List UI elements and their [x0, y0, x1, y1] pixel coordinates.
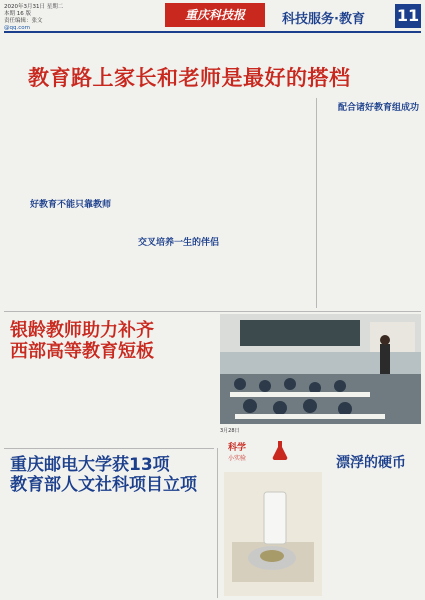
section-divider-2: [4, 448, 214, 449]
section-label: 科技服务·教育: [282, 12, 365, 27]
story2-col1: [10, 366, 110, 426]
subhead-good-education: 好教育不能只靠教师: [30, 200, 112, 210]
header-rule: [4, 31, 421, 33]
column-divider: [316, 98, 317, 308]
story1-col2: [114, 100, 214, 230]
masthead-logo: 重庆科技报: [165, 3, 265, 27]
story1-col2b: [114, 248, 214, 306]
issue-count: 本期 16 版: [4, 11, 31, 17]
photo-caption: 3月28日: [220, 428, 240, 434]
sidebar-title: 配合诸好教育组成功: [338, 103, 420, 113]
experiment-kicker: 科学 小实验: [228, 443, 247, 462]
story2-headline: 银龄教师助力补齐 西部高等教育短板: [10, 320, 154, 362]
header-meta: [4, 4, 63, 32]
classroom-photo: [220, 314, 421, 424]
story3-headline: 重庆邮电大学获13项 教育部人文社科项目立项: [10, 455, 197, 495]
story1-col1: [10, 100, 110, 190]
column-divider-2: [217, 448, 218, 598]
editor-email: @qq.com: [4, 25, 30, 31]
flask-icon: [272, 440, 288, 460]
sidebar-body: [321, 114, 419, 308]
coin-experiment-photo: [224, 472, 322, 596]
experiment-body: [326, 472, 421, 596]
subhead-lifelong-partner: 交叉培养一生的伴侣: [138, 238, 220, 248]
main-headline: 教育路上家长和老师是最好的搭档: [28, 66, 351, 90]
section-divider-1: [4, 311, 421, 312]
story2-col2: [114, 366, 214, 426]
story3-col2: [114, 500, 214, 596]
experiment-title: 漂浮的硬币: [336, 455, 406, 471]
story1-col3: [218, 100, 313, 306]
story1-col1b: [10, 210, 110, 308]
editor-credit: 责任编辑：张文: [4, 18, 43, 24]
issue-date: 2020年3月31日 星期二: [4, 4, 64, 10]
page-number: 11: [395, 4, 421, 28]
story3-col1: [10, 500, 110, 596]
